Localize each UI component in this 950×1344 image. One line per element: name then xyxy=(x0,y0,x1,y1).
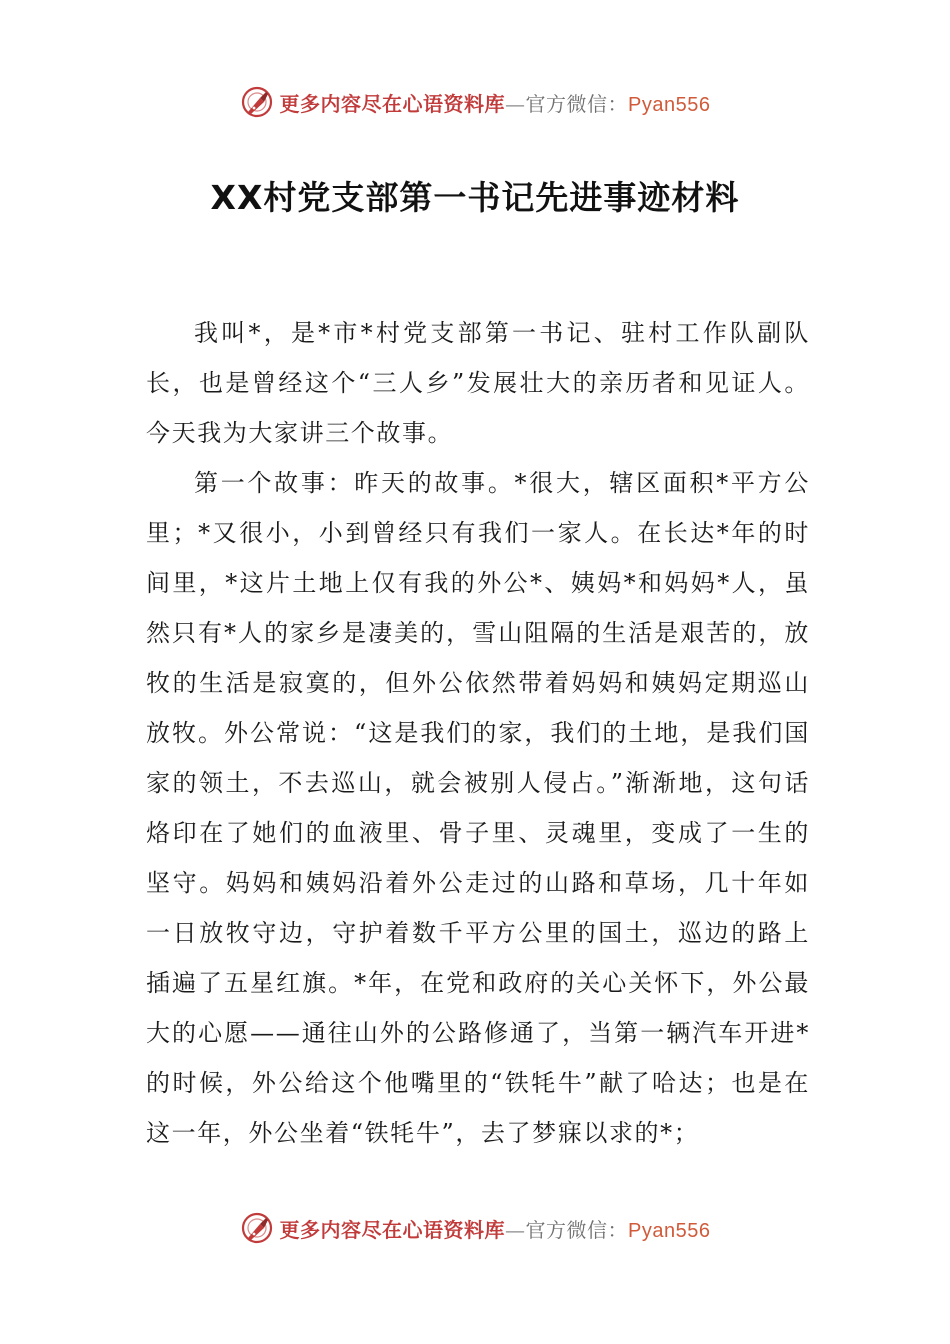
header-watermark xyxy=(0,82,950,122)
watermark-wechat-id: Pyan556 xyxy=(628,93,711,116)
watermark-label: 官方微信： xyxy=(525,91,629,116)
watermark-separator: — xyxy=(505,91,526,116)
paragraph-story-one: 第一个故事：昨天的故事。*很大，辖区面积*平方公里；*又很小，小到曾经只有我们一家人。在长达*年的时间里，*这片土地上仅有我的外公*、姨妈*和妈妈*人，虽然只有*人的家乡是凄美的，雪山阻隔的生活是艰苦的，放牧的生活是寂寞的，但外公依然带着妈妈和姨妈定期巡山放牧。外公常说：“这是我们的家，我们的土地，是我们国家的领土，不去巡山，就会被别人侵占。”渐渐地，这句话烙印在了她们的血液里、骨子里、灵魂里，变成了一生的坚守。妈妈和姨妈沿着外公走过的山路和草场，几十年如一日放牧守边，守护着数千平方公里的国土，巡边的路上插遍了五星红旗。*年，在党和政府的关心关怀下，外公最大的心愿——通往山外的公路修通了，当第一辆汽车开进*的时候，外公给这个他嘴里的“铁牦牛”献了哈达；也是在这一年，外公坐着“铁牦牛”，去了梦寐以求的*； xyxy=(146,469,810,1147)
watermark-label: 官方微信： xyxy=(525,1217,629,1242)
document-title: XX村党支部第一书记先进事迹材料 xyxy=(210,178,740,217)
watermark-text xyxy=(280,88,711,117)
footer-watermark xyxy=(0,1208,950,1248)
pen-nib-circle-icon xyxy=(240,1211,274,1245)
watermark-brand: 更多内容尽在心语资料库 xyxy=(279,91,506,116)
watermark-text xyxy=(280,1214,711,1243)
watermark-separator: — xyxy=(505,1217,526,1242)
watermark-brand: 更多内容尽在心语资料库 xyxy=(279,1217,506,1242)
watermark-wechat-id: Pyan556 xyxy=(628,1219,711,1242)
paragraph-intro: 我叫*，是*市*村党支部第一书记、驻村工作队副队长，也是曾经这个“三人乡”发展壮大的亲历者和见证人。今天我为大家讲三个故事。 xyxy=(146,319,810,447)
document-body xyxy=(146,308,810,1158)
pen-nib-circle-icon xyxy=(240,85,274,119)
